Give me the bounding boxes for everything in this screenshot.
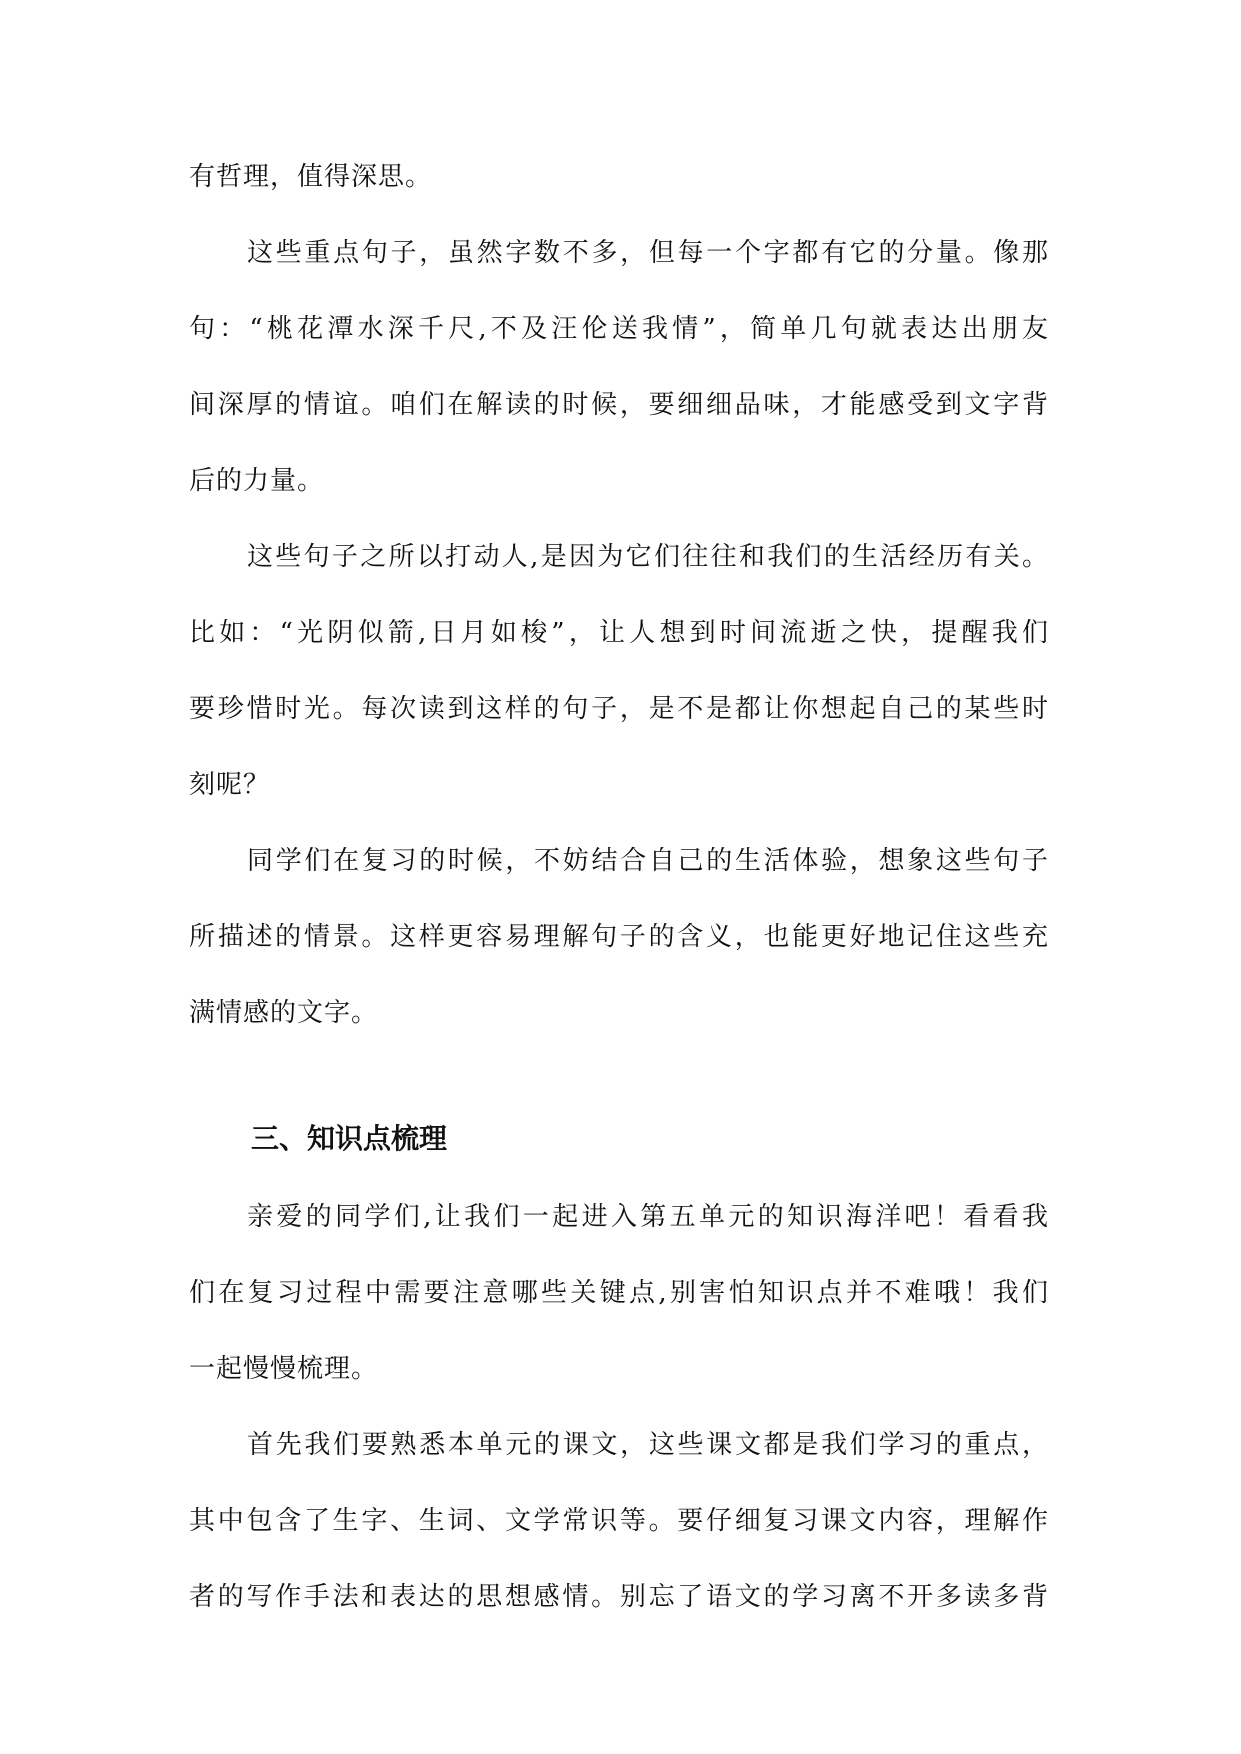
section-heading: 三、知识点梳理 bbox=[251, 1122, 448, 1155]
text-line: 同学们在复习的时候，不妨结合自己的生活体验，想象这些句子 bbox=[247, 846, 1049, 876]
text-line: 这些句子之所以打动人,是因为它们往往和我们的生活经历有关。 bbox=[247, 542, 1049, 572]
text-line: 这些重点句子，虽然字数不多，但每一个字都有它的分量。像那 bbox=[247, 238, 1049, 268]
paragraph bbox=[189, 139, 1049, 215]
text-line: 句：“桃花潭水深千尺,不及汪伦送我情”，简单几句就表达出朋友 bbox=[189, 314, 1049, 344]
document-body bbox=[189, 139, 1049, 1635]
text-line: 首先我们要熟悉本单元的课文，这些课文都是我们学习的重点， bbox=[247, 1430, 1049, 1460]
paragraph bbox=[189, 519, 1049, 823]
text-line: 满情感的文字。 bbox=[189, 998, 379, 1028]
paragraph bbox=[189, 1179, 1049, 1407]
paragraph bbox=[189, 1407, 1049, 1635]
paragraph bbox=[189, 215, 1049, 519]
text-line: 要珍惜时光。每次读到这样的句子，是不是都让你想起自己的某些时 bbox=[189, 694, 1049, 724]
text-line: 所描述的情景。这样更容易理解句子的含义，也能更好地记住这些充 bbox=[189, 922, 1049, 952]
text-line: 比如：“光阴似箭,日月如梭”，让人想到时间流逝之快，提醒我们 bbox=[189, 618, 1049, 648]
text-line: 亲爱的同学们,让我们一起进入第五单元的知识海洋吧！看看我 bbox=[247, 1202, 1049, 1232]
text-line: 刻呢？ bbox=[189, 770, 271, 800]
text-line: 其中包含了生字、生词、文学常识等。要仔细复习课文内容，理解作 bbox=[189, 1506, 1049, 1536]
text-line: 间深厚的情谊。咱们在解读的时候，要细细品味，才能感受到文字背 bbox=[189, 390, 1049, 420]
text-line: 们在复习过程中需要注意哪些关键点,别害怕知识点并不难哦！我们 bbox=[189, 1278, 1049, 1308]
text-line: 者的写作手法和表达的思想感情。别忘了语文的学习离不开多读多背 bbox=[189, 1582, 1049, 1612]
text-line: 一起慢慢梳理。 bbox=[189, 1354, 379, 1384]
text-line: 后的力量。 bbox=[189, 466, 325, 496]
text-line: 有哲理，值得深思。 bbox=[189, 162, 433, 192]
paragraph bbox=[189, 823, 1049, 1051]
